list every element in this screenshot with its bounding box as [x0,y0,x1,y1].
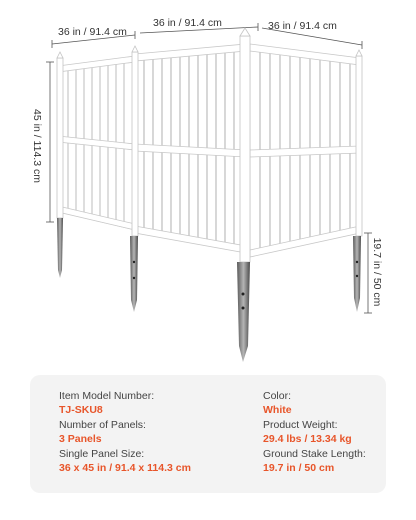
spec-label: Ground Stake Length: [263,448,366,460]
spec-value: 19.7 in / 50 cm [263,462,335,474]
spec-value: TJ-SKU8 [59,404,103,416]
dimension-height: 45 in / 114.3 cm [31,109,43,183]
spec-label: Product Weight: [263,419,338,431]
dimension-stake-length: 19.7 in / 50 cm [371,237,383,307]
dimension-right-width: 36 in / 91.4 cm [268,20,337,32]
spec-label: Number of Panels: [59,419,146,431]
spec-value: 36 x 45 in / 91.4 x 114.3 cm [59,462,191,474]
dimension-center-width: 36 in / 91.4 cm [153,17,222,29]
spec-label: Single Panel Size: [59,448,145,460]
spec-value: 3 Panels [59,433,102,445]
spec-label: Color: [263,390,292,402]
dimension-left-width: 36 in / 91.4 cm [58,26,127,38]
spec-value: 29.4 lbs / 13.34 kg [263,433,352,445]
fence-panel-right [250,44,360,257]
fence-panel-left [58,56,135,230]
spec-value: White [263,404,292,416]
fence-panel-front [135,44,246,253]
specifications-card [30,375,386,493]
specs-right-column [263,389,366,476]
spec-label: Item Model Number: [59,390,155,402]
specs-left-column [59,389,191,476]
